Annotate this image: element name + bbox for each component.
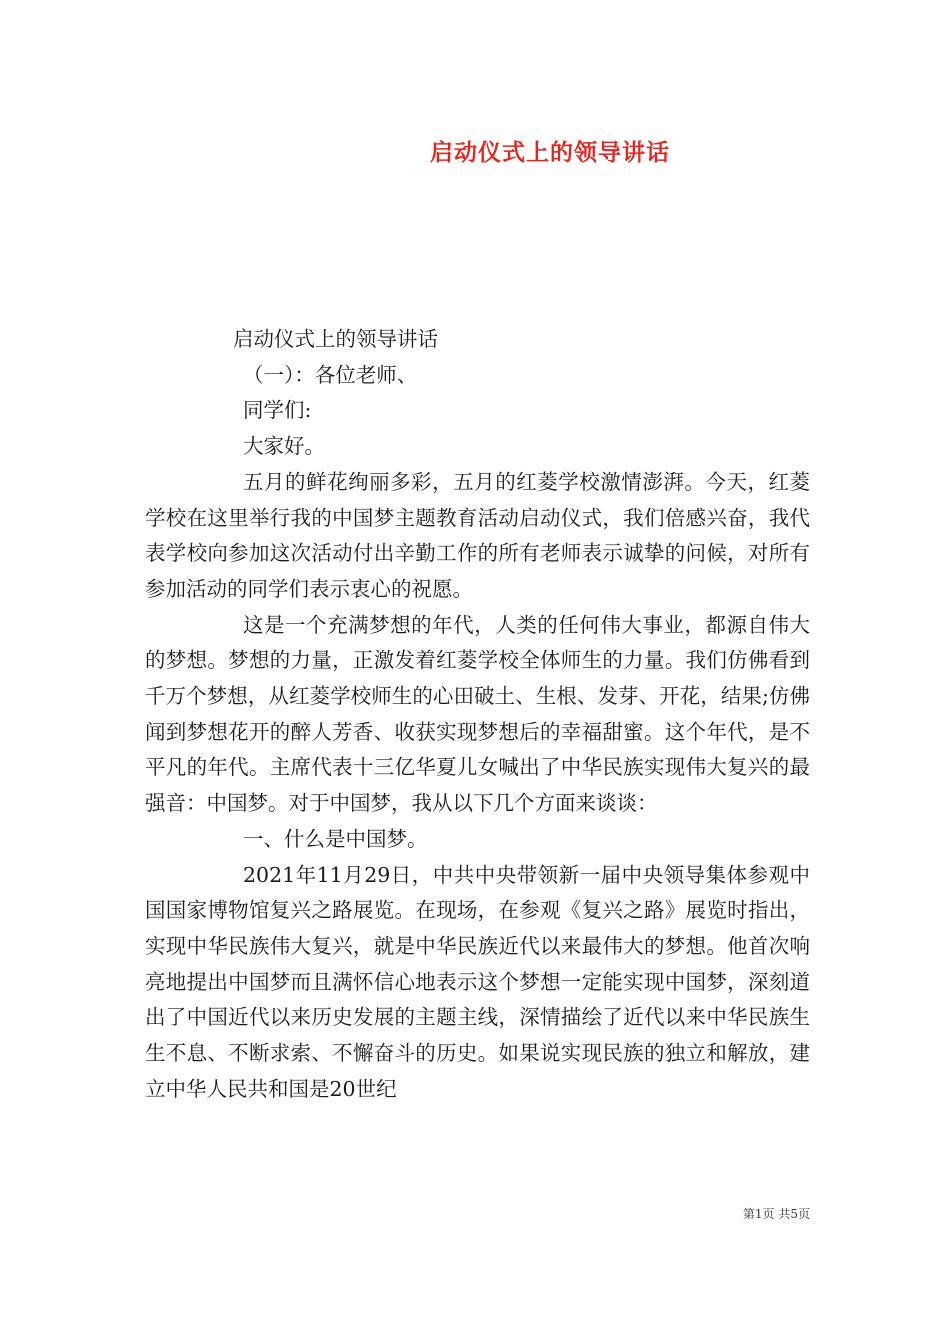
greeting: 大家好。 <box>243 434 325 459</box>
paragraph-1: 五月的鲜花绚丽多彩，五月的红菱学校激情澎湃。今天，红菱学校在这里举行我的中国梦主题教育活动启动仪式，我们倍感兴奋，我代表学校向参加这次活动付出辛勤工作的所有老师表示诚挚的问候，对所有参加活动的同学们表示衷心的祝愿。 <box>145 469 810 601</box>
salutation-line-2: 同学们: <box>243 398 312 423</box>
section-heading: 一、什么是中国梦。 <box>243 826 428 851</box>
document-title: 启动仪式上的领导讲话 <box>430 140 670 166</box>
paragraph-2: 这是一个充满梦想的年代，人类的任何伟大事业，都源自伟大的梦想。梦想的力量，正激发着红菱学校全体师生的力量。我们仿佛看到千万个梦想，从红菱学校师生的心田破土、生根、发芽、开花，结果;仿佛闻到梦想花开的醉人芳香、收获实现梦想后的幸福甜蜜。这个年代，是不平凡的年代。主席代表十三亿华夏儿女喊出了中华民族实现伟大复兴的最强音：中国梦。对于中国梦，我从以下几个方面来谈谈： <box>145 612 810 816</box>
salutation-line-1: （一）：各位老师、 <box>243 362 418 387</box>
document-subtitle: 启动仪式上的领导讲话 <box>233 327 438 351</box>
page-indicator: 第1页 共5页 <box>742 1207 810 1221</box>
document-body <box>145 322 810 1107</box>
paragraph-3: 2021年11月29日，中共中央带领新一届中央领导集体参观中国国家博物馆复兴之路展览。在现场，在参观《复兴之路》展览时指出，实现中华民族伟大复兴，就是中华民族近代以来最伟大的梦想。他首次响亮地提出中国梦而且满怀信心地表示这个梦想一定能实现中国梦，深刻道出了中国近代以来历史发展的主题主线，深情描绘了近代以来中华民族生生不息、不断求索、不懈奋斗的历史。如果说实现民族的独立和解放，建立中华人民共和国是20世纪 <box>145 862 810 1101</box>
